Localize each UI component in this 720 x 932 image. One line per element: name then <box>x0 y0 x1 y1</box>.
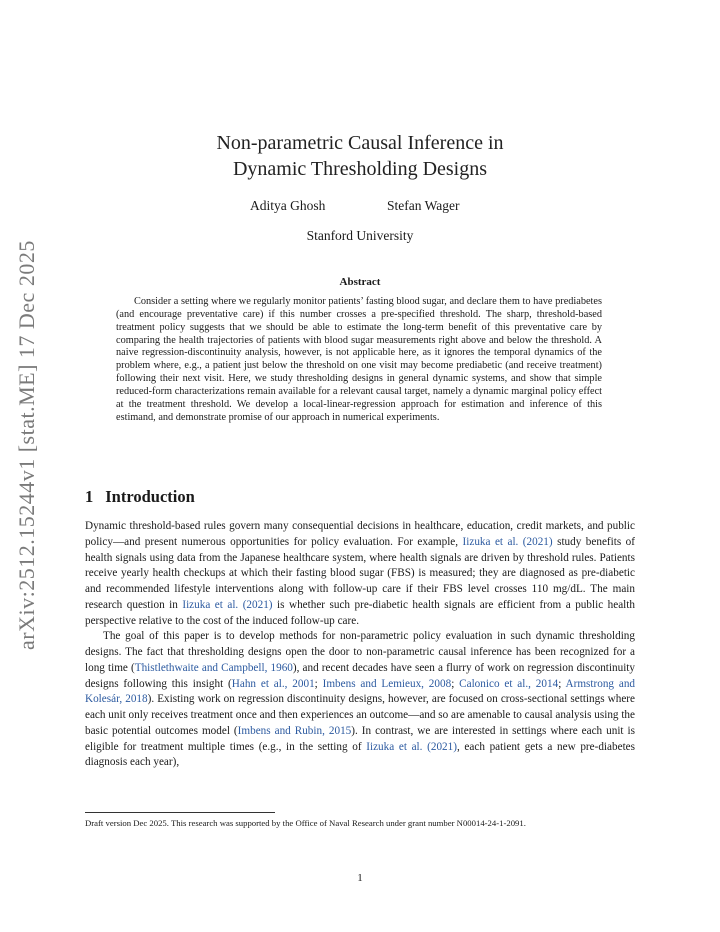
citation-link[interactable]: Armstrong and Kolesár, 2018 <box>85 677 636 706</box>
text-run: ; <box>314 677 323 690</box>
citation-link[interactable]: Hahn et al., 2001 <box>231 677 315 690</box>
citation-link[interactable]: Imbens and Lemieux, 2008 <box>322 677 452 690</box>
citation-link[interactable]: Imbens and Rubin, 2015 <box>237 724 352 737</box>
title-line-2: Dynamic Thresholding Designs <box>232 158 488 180</box>
text-run: ). Existing work on regression discontinuity designs, however, are focused on cross-sectional settings where each unit only receives treatment once and then experiences an outcome—and so are amenable to causal analysis using the basic potential outcomes model ( <box>85 693 635 737</box>
text-run: is whether such pre-diabetic health signals are efficient from a public health perspective relative to the cost of the induced follow-up care. <box>85 598 635 627</box>
introduction-body <box>85 519 635 771</box>
abstract-text: Consider a setting where we regularly monitor patients’ fasting blood sugar, and declare them to have prediabetes (and encourage preventative care) if this number crosses a pre-specified threshold. The sharp, threshold-based treatment policy suggests that we should be able to estimate the long-term benefit of this preventative care by comparing the health trajectories of patients with blood sugar measurements right above and below the threshold. A naive regression-discontinuity analysis, however, is not applicable here, as it ignores the temporal dynamics of the problem where, e.g., a patient just below the threshold on one visit may become prediabetic (and receive treatment) following their next visit. Here, we study thresholding designs in general dynamic systems, and show that simple reduced-form characterizations remain available for a relevant causal target, namely a dynamic marginal policy effect at the treatment threshold. We develop a local-linear-regression approach for estimation and inference of this estimand, and demonstrate promise of our approach in numerical experiments. <box>116 296 602 423</box>
section-title: Introduction <box>105 487 195 506</box>
citation-link[interactable]: Iizuka et al. (2021) <box>462 535 553 548</box>
text-run: ; <box>558 677 566 690</box>
author-name: Aditya Ghosh <box>250 198 326 213</box>
abstract-heading: Abstract <box>339 276 381 288</box>
arxiv-identifier-stamp: arXiv:2512.15244v1 [stat.ME] 17 Dec 2025 <box>14 240 39 650</box>
title-line-1: Non-parametric Causal Inference in <box>216 132 504 154</box>
text-run: ), and recent decades have seen a flurry of work on regression discontinuity designs following this insight ( <box>85 661 636 690</box>
paragraph <box>85 629 635 771</box>
page-number: 1 <box>357 872 363 884</box>
citation-link[interactable]: Thistlethwaite and Campbell, 1960 <box>134 661 293 674</box>
text-run: The goal of this paper is to develop methods for non-parametric policy evaluation in such dynamic thresholding designs. The fact that thresholding designs open the door to non-parametric causal inference has been recognized for a long time ( <box>85 630 635 674</box>
affiliation: Stanford University <box>306 228 414 243</box>
footnote: Draft version Dec 2025. This research was supported by the Office of Naval Research under grant number N00014-24-1-2091. <box>85 818 526 828</box>
text-run: , each patient gets a new pre-diabetes diagnosis each year), <box>85 740 635 769</box>
section-heading <box>85 487 195 507</box>
text-run: ). In contrast, we are interested in settings where each unit is eligible for treatment multiple times (e.g., in the setting of <box>85 724 635 753</box>
section-number: 1 <box>85 487 94 506</box>
author-name: Stefan Wager <box>387 198 460 213</box>
citation-link[interactable]: Iizuka et al. (2021) <box>182 598 273 611</box>
text-run: study benefits of health signals using data from the Japanese healthcare system, where health signals are driven by threshold rules. Patients receive yearly health checkups at which their fasting blood sugar (FBS) is measured; they are diagnosed as pre-diabetic and recommended lifestyle interventions along with follow-up care if their FBS level crosses 110 mg/dL. The main research question in <box>85 535 635 611</box>
paragraph <box>85 519 635 629</box>
paper-title <box>0 130 720 182</box>
text-run: Dynamic threshold-based rules govern many consequential decisions in healthcare, education, credit markets, and public policy—and present numerous opportunities for policy evaluation. For example, <box>85 520 635 548</box>
footnote-divider <box>85 812 275 813</box>
citation-link[interactable]: Calonico et al., 2014 <box>459 677 559 690</box>
citation-link[interactable]: Iizuka et al. (2021) <box>366 740 457 753</box>
text-run: ; <box>451 677 460 690</box>
